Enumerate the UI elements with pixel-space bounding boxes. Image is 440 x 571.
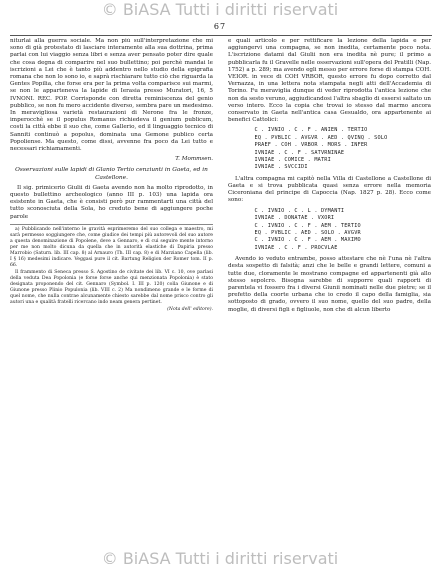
section-title: Osservazioni sulle lapidi di Glanio Tertio cenziunti in Gaeta, ed in Castellone. [15, 167, 208, 181]
footnote-1: a) Pubblicando nell'interno le gravità esprimeremo del suo collega e maestro, mi sarà permesso soggiungere che, come giudice dei tempi più autorevoli del suo autore a questa denominazione di Popolene, deve a Gennaro, e di cui seguire mente intorno per me non molto dicuna da quella che in autorità elastiche di Dapiria presso Marrobio (Saturn. lib. III cap. 8) al Arnauro (Th. III cap. 8) e di Marziano Capella (lib. I § 16) medesimi indicare. Veggasi pure il cit. Bartung Religion der Romer tom. II p. 66. [10, 226, 213, 268]
inscription-line: C . IVNIO . C . F . AEM . MAXIMO [254, 237, 361, 244]
left-paragraph-1: niturlai alla guerra sociale. Ma non più sull'interpretazione che mi sono di già protestato di lasciare interamente alla sua dottrina, prima parlai con lui viaggio senza libri e senza aver pensato poter dire quale che cosa degna di comparire nel suo bullettino; poi perchè mandai le iscrizioni a Lei che è tanto più addentro nello studio della epigrafia romana che non lo sono io, e saprà rischiarare tutto ciò che riguarda la Gentes Popilia, che forse era per la prima volta comparisce sui marmi, se non le apparteneva la lapide di Ierasia presso Muratori, 16, 5 IVNONI. REC. POP. Corrisponde con diretta reminiscenza del genio pubblico, se non fu mero accidente diverso, sembra pare un medesimo. In meravigliosa varietà restaurazioni di Nerone fra le fronze, imperocchè se il populus Romanus richiedeva il genium publicum, costi la città ebbe il suo che, come Gallerio, ed il linguaggio tecnico di Sanniti continuò a popolus, dominata una Gemone publico certa Popoliense. Ma questo, come dissi, avvenne fra poco da Lei tutto e necessari richiamamenti. [10, 38, 213, 153]
page-number: 67 [213, 22, 227, 31]
footnotes [10, 224, 213, 313]
watermark-banner-top: © BiASA Tutti i diritti riservati [101, 0, 339, 19]
inscription-line: C . IVNIO . C . L . DYMANTI [254, 207, 345, 214]
inscription-line: IVNIAE . C . F . PROCVLAE [254, 244, 338, 251]
author-signature: T. Mommsen. [175, 156, 213, 163]
footnote-attribution: (Nota dell' editore). [167, 306, 213, 312]
inscription-line: C . IVNIO . C . F . AEM . TERTIO [254, 222, 361, 229]
inscription-line: IVNIAE . DONATAE . VXORI [254, 215, 335, 222]
inscription-line: IVNIAE . C . F . SATVRNINAE [254, 149, 345, 156]
inscription-line: IVNIAE . SVCCIDI [254, 164, 308, 171]
inscription-line: EQ . PVBLIC . AVGVR . AED . QVINQ . SOLO [254, 134, 388, 141]
inscription-line: PRAEF . COH . VRBOR . MORS . INFER [254, 142, 368, 149]
right-column [228, 38, 431, 546]
inscription-line: EQ . PVBLIC . AED . SOLO . AVGVR [254, 229, 361, 236]
left-paragraph-2: Il sig. primicerio Giulii di Gaeta avendo non ha molto riprodotto, in questo bullettino archeologico (anno III p. 103) una lapida ora esistente in Gaeta, che è consisti però pur rammentarti una città del tutto sconosciuta della Sola, ho creduto bene di aggiungere poche parole [10, 184, 213, 220]
watermark-banner-bottom: © BiASA Tutti i diritti riservati [101, 549, 339, 568]
right-paragraph-1: e quali articolo e per rettificare la lezione della lapida e per aggiungervi una compagna, se non inedita, certamente poco nota. L'iscrizione datami dal Giulii non era inedita nè pure; il primo a pubblicarla fu il Gravelle nelle osservazioni sull'opera del Pratilli (Nap. 1752) a p. 289; ma avendo egli messo per errore forse di stampa COH. VEIOR. in vece di COH VRBOR, questo errore fu dopo corretto dal Vernazza, in una lettera nota stampata negli atti dell'Accademia di Torino. Fu meraviglia dunque di veder riprodotta l'antica lezione che non da sesto veruno, aggiudicandosi l'altra sbaglio di essersi saltato un verso intero. Ecco la copia che trovai io stesso dal marmo ancora conservato in Gaeta nell'antica casa Gesualdo, ora appartenente ai benefici Cattolici: [228, 38, 431, 124]
left-column [10, 38, 213, 546]
inscription-gaeta [255, 127, 405, 171]
inscription-line: IVNIAE . COMICE . MATRI [254, 157, 331, 164]
header-rule [10, 35, 432, 36]
right-paragraph-2: L'altra compagna mi capitò nella Villa di Castellone a Castellone di Gaeta e si trova pubblicata quasi senza errore nella memoria Ciceroniana del principe di Capoccia (Nap. 1827 p. 28). Ecco come sono: [228, 175, 431, 204]
inscription-castellone [255, 208, 405, 252]
right-paragraph-3: Avendo io veduto entrambe, posso attestare che nè l'una nè l'altra desta sospetto di falsità; anzi che le belle e grandi lettere, comuni a tutte due, cloramente le mostrano compagne ed appartenenti già allo stesso sepolcro. Bisogna sarebbe di supporre quali rapporti di parentela vi fossero fra i diversi Giunii nominati nelle due pietre; se il prefetto della coorte urbana che io credo il capo della famiglia, sia sottoposto di grado, ovvero il suo nome, quello del suo padre, della moglie, di diversi figli e figliuole, non che di alcun liberto [228, 256, 431, 313]
inscription-line: C . IVNIO . C . F . ANIEN . TERTIO [254, 127, 368, 134]
footnote-2: Il frammento di Seneca presso S. Agostino de civitate dei lib. VI c. 10, ove parlasi della veduta Dea Popolonia (e forse forse anche qui menzionata Popolonia) è stato designata proponendo del cit. Gennaro (Symbol. I. III p. 120) colla Giunone e di Giunone presso Plinio Populonia (lib. VIII c. 2) Ma nondimeno grande e le forme di quel nome, che nulla contrae alcunamente chiesto sarebbe dal nome prisco contro gli autori una e qualità fratelli ricercano indo neam genera pertinet. [10, 269, 213, 305]
